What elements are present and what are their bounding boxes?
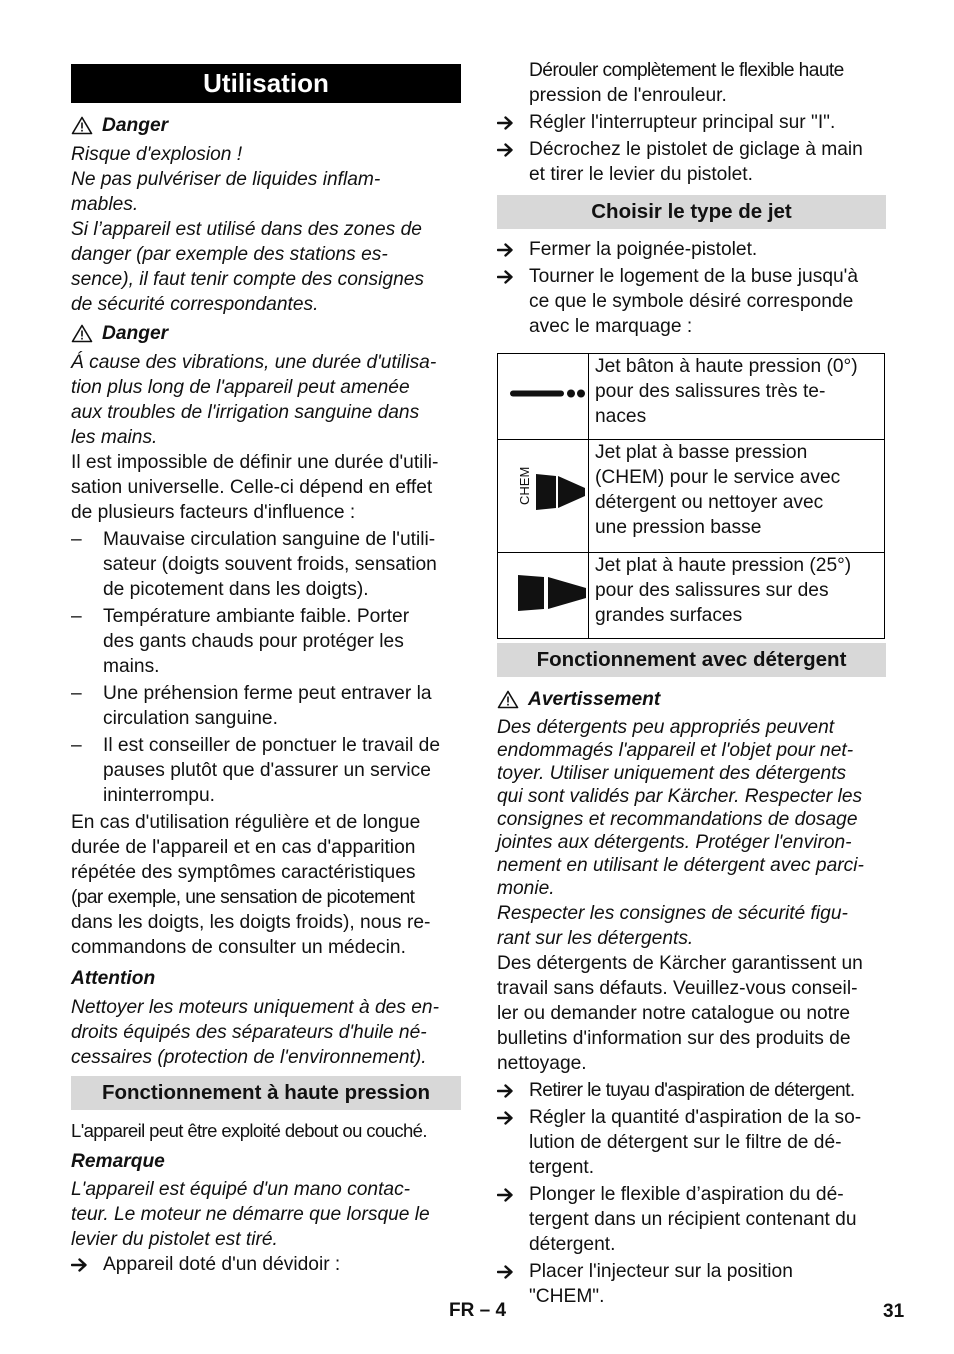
- step-item: Placer l'injecteur sur la position "CHEM".: [497, 1259, 886, 1309]
- step-item: Tourner le logement de la buse jusqu'à ce que le symbole désiré corresponde avec le marquage :: [497, 264, 886, 339]
- paragraph: Dérouler complètement le flexible haute pression de l'enrouleur.: [529, 60, 844, 106]
- remarque-label: Remarque: [71, 1151, 165, 1172]
- attention-label: Attention: [71, 968, 156, 989]
- arrow-right-icon: [71, 1258, 87, 1272]
- page-number: 31: [883, 1301, 905, 1322]
- arrow-right-icon: [497, 1084, 513, 1098]
- avertissement-label: Avertissement: [528, 689, 661, 710]
- paragraph: En cas d'utilisation régulière et de longue durée de l'appareil et en cas d'apparition répétée des symptômes caractéristiques (par exemple, une sensation de picotement dans les doigts, les doigts froids), nous re- commandons de consulter un médecin.: [71, 812, 431, 958]
- table-cell-text: Jet plat à haute pression (25°) pour des salissures sur des grandes surfaces: [589, 553, 885, 639]
- list-item: – Température ambiante faible. Porter des gants chauds pour protéger les mains.: [71, 606, 410, 677]
- list-item: – Une préhension ferme peut entraver la circulation sanguine.: [71, 683, 432, 729]
- arrow-right-icon: [497, 143, 513, 157]
- flat-jet-icon: [498, 553, 588, 631]
- table-cell-icon: [498, 354, 589, 440]
- table-cell-text: Jet bâton à haute pression (0°) pour des salissures très te- naces: [589, 354, 885, 440]
- step-item: Décrochez le pistolet de giclage à main et tirer le levier du pistolet.: [497, 137, 886, 187]
- table-cell-text: Jet plat à basse pression (CHEM) pour le service avec détergent ou nettoyer avec une pression basse: [589, 440, 885, 553]
- paragraph: Il est impossible de définir une durée d'utili- sation universelle. Celle-ci dépend en effet de plusieurs facteurs d'influence :: [71, 452, 439, 523]
- section-heading: Fonctionnement à haute pression: [71, 1076, 461, 1110]
- arrow-right-icon: [497, 116, 513, 130]
- table-cell-icon: [498, 553, 589, 639]
- arrow-right-icon: [497, 1265, 513, 1279]
- danger-text: Á cause des vibrations, une durée d'utilisa- tion plus long de l'appareil peut amenée aux troubles de l'irrigation sanguine dans les mains.: [71, 352, 437, 448]
- paragraph: L'appareil peut être exploité debout ou couché.: [71, 1120, 427, 1141]
- svg-text:CHEM: CHEM: [517, 466, 532, 505]
- footer-section-label: FR – 4: [449, 1300, 507, 1321]
- table-row: [498, 553, 885, 639]
- avertissement-text: Des détergents peu appropriés peuvent endommagés l'appareil et l'objet pour net- toyer. Utiliser uniquement des détergents qui sont validés par Kärcher. Respecter les consignes et recommandations de dosage jointes aux détergents. Protéger l'environ- nement en utilisant le détergent avec parci- monie.: [497, 717, 864, 899]
- step-item: Fermer la poignée-pistolet.: [497, 237, 886, 262]
- dash-marker: –: [71, 735, 82, 756]
- remarque-text: L'appareil est équipé d'un mano contac- teur. Le moteur ne démarre que lorsque le levier du pistolet est tiré.: [71, 1179, 430, 1250]
- table-row: [498, 440, 885, 553]
- step-item: Appareil doté d'un dévidoir :: [71, 1252, 461, 1277]
- warning-header: [497, 687, 886, 712]
- left-column: [71, 58, 461, 1277]
- warning-triangle-icon: [71, 116, 93, 135]
- warning-triangle-icon: [497, 690, 519, 709]
- chem-flat-jet-icon: [498, 440, 588, 545]
- right-column: [497, 58, 886, 1309]
- pencil-jet-icon: [498, 354, 588, 432]
- dash-marker: –: [71, 683, 82, 704]
- step-item: Régler l'interrupteur principal sur "I".: [497, 110, 886, 135]
- arrow-right-icon: [497, 243, 513, 257]
- warning-triangle-icon: [71, 324, 93, 343]
- danger-text: Risque d'explosion ! Ne pas pulvériser de liquides inflam- mables. Si l’appareil est utilisé dans des zones de danger (par exemple des stations es- sence), il faut tenir compte des consignes de sécurité correspondantes.: [71, 144, 425, 315]
- step-item: Retirer le tuyau d'aspiration de détergent.: [497, 1078, 886, 1103]
- section-heading: Fonctionnement avec détergent: [497, 643, 886, 677]
- list-item: – Il est conseiller de ponctuer le travail de pauses plutôt que d'assurer un service ininterrompu.: [71, 735, 441, 806]
- avertissement-text: Respecter les consignes de sécurité figu- rant sur les détergents.: [497, 903, 848, 949]
- table-cell-icon: [498, 440, 589, 553]
- danger-label: Danger: [102, 323, 169, 344]
- section-heading: Choisir le type de jet: [497, 195, 886, 229]
- table-row: [498, 354, 885, 440]
- dash-marker: –: [71, 606, 82, 627]
- page-title: Utilisation: [71, 64, 461, 103]
- arrow-right-icon: [497, 1111, 513, 1125]
- dash-marker: –: [71, 529, 82, 550]
- arrow-right-icon: [497, 270, 513, 284]
- danger-label: Danger: [102, 115, 169, 136]
- jet-type-table: [497, 353, 885, 639]
- danger-header: [71, 321, 461, 346]
- arrow-right-icon: [497, 1188, 513, 1202]
- paragraph: Des détergents de Kärcher garantissent un travail sans défauts. Veuillez-vous conseil- ler ou demander notre catalogue ou notre bulletins d'information sur des produits de nettoyage.: [497, 953, 863, 1074]
- step-item: Plonger le flexible d’aspiration du dé- tergent dans un récipient contenant du détergent.: [497, 1182, 886, 1257]
- attention-text: Nettoyer les moteurs uniquement à des en- droits équipés des séparateurs d'huile né- cessaires (protection de l'environnement).: [71, 997, 439, 1068]
- danger-header: [71, 113, 461, 138]
- step-item: Régler la quantité d'aspiration de la so- lution de détergent sur le filtre de dé- tergent.: [497, 1105, 886, 1180]
- list-item: – Mauvaise circulation sanguine de l'utili- sateur (doigts souvent froids, sensation de picotement dans les doigts).: [71, 529, 437, 600]
